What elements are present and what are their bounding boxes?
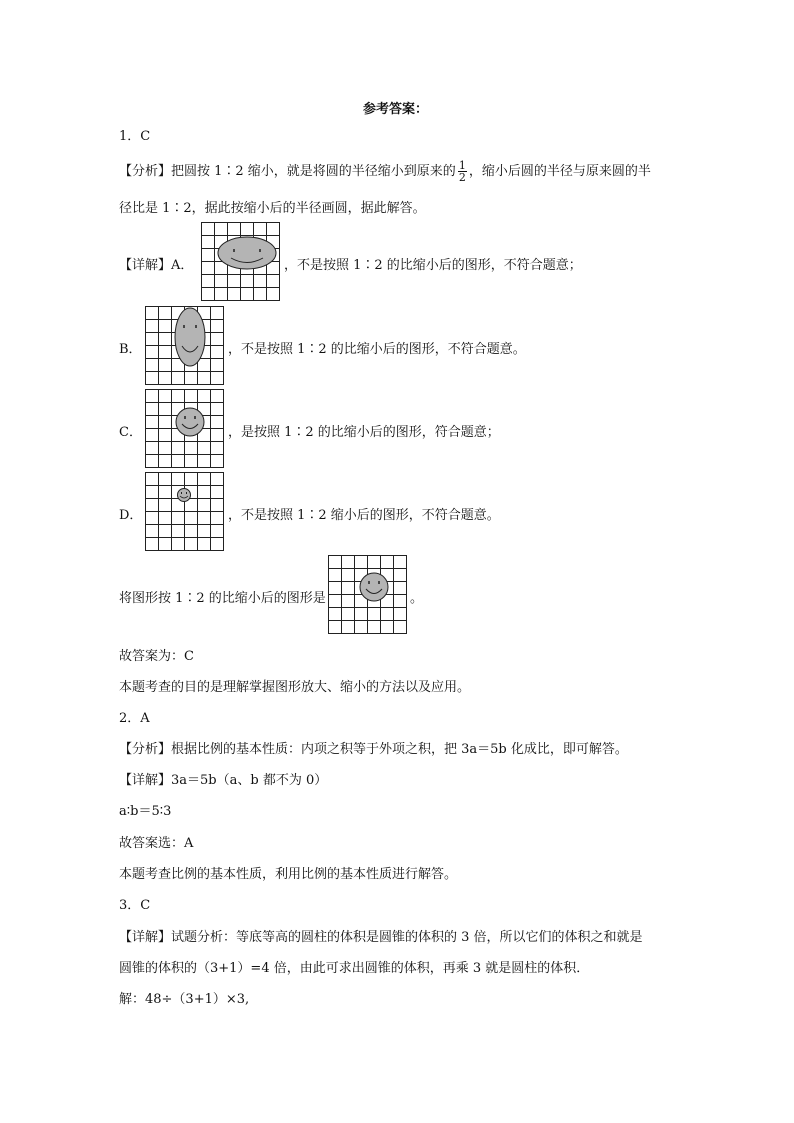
q2-number: 2．A [119,711,150,726]
grid-figure-a [201,222,281,302]
q1-option-b-text: ，不是按照 1∶2 的比缩小后的图形，不符合题意。 [228,342,526,357]
grid-figure-c [145,389,225,469]
q1-option-b-label: B． [119,342,142,357]
q2-detail: 【详解】3a＝5b（a、b 都不为 0） [119,773,328,788]
grid-figure-d [145,472,225,552]
fraction-numerator: 1 [458,159,466,172]
tall-ellipse-face [175,308,205,366]
q1-option-c-text: ，是按照 1∶2 的比缩小后的图形，符合题意； [228,425,500,440]
grid-figure-b [145,306,225,386]
small-circle-face [178,489,191,502]
page-title: 参考答案： [363,102,429,117]
q1-answer: 故答案为：C [119,649,194,664]
q1-option-c-label: C． [119,425,142,440]
fraction-denominator: 2 [458,171,466,184]
q1-result-text: 将图形按 1∶2 的比缩小后的图形是 [119,591,326,606]
q1-number: 1．C [119,129,151,144]
q2-analysis: 【分析】根据比例的基本性质：内项之积等于外项之积，把 3a＝5b 化成比，即可解答。 [119,742,628,757]
q1-analysis-part2: ，缩小后圆的半径与原来圆的半 [468,164,651,179]
q3-detail-line2: 圆锥的体积的（3+1）=4 倍，由此可求出圆锥的体积，再乘 3 就是圆柱的体积． [119,961,590,976]
q3-solution: 解：48÷（3+1）×3, [119,992,250,1007]
q1-summary: 本题考查的目的是理解掌握图形放大、缩小的方法以及应用。 [119,680,471,695]
q2-summary: 本题考查比例的基本性质，利用比例的基本性质进行解答。 [119,867,458,882]
wide-ellipse-face [218,237,276,269]
q3-number: 3．C [119,898,151,913]
q1-analysis-part1: 【分析】把圆按 1∶2 缩小，就是将圆的半径缩小到原来的 [119,164,456,179]
grid-figure-result [328,555,408,635]
q1-analysis-line1 [119,160,651,183]
q2-answer: 故答案选：A [119,836,194,851]
result-circle-face [360,573,388,601]
q1-option-a-text: ，不是按照 1∶2 的比缩小后的图形，不符合题意； [284,258,582,273]
q2-ratio: a∶b＝5∶3 [119,804,172,819]
q1-option-d-label: D． [119,508,143,523]
q1-detail-prefix: 【详解】A． [119,258,194,273]
q1-result-end: 。 [410,591,424,606]
q1-option-d-text: ，不是按照 1∶2 缩小后的图形，不符合题意。 [228,508,500,523]
fraction-half [458,160,467,183]
q3-detail-line1: 【详解】试题分析：等底等高的圆柱的体积是圆锥的体积的 3 倍，所以它们的体积之和就是 [119,930,643,945]
circle-face [176,408,204,436]
q1-analysis-line2: 径比是 1∶2，据此按缩小后的半径画圆，据此解答。 [119,201,426,216]
